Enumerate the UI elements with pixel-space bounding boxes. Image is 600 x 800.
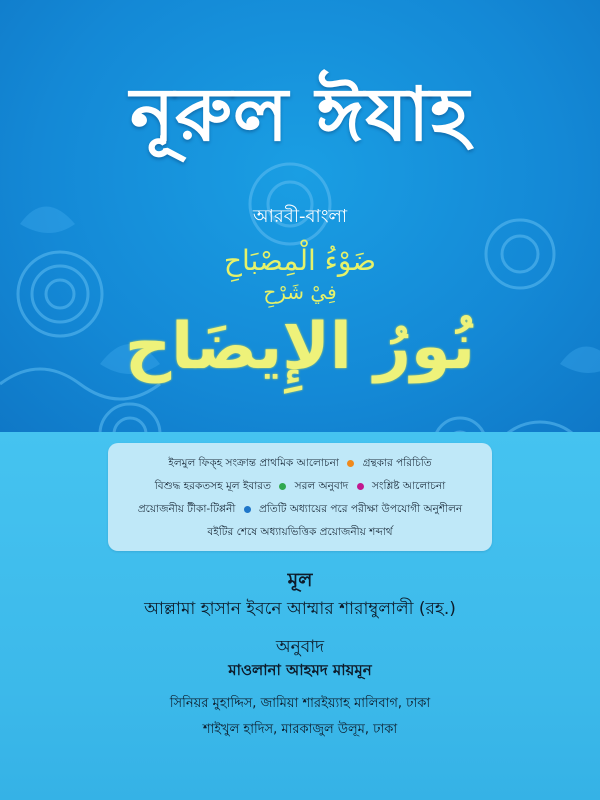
- blue-bullet-icon: [244, 506, 251, 513]
- arabic-book-title: نُورُ الإِيضَاح: [124, 310, 476, 384]
- translator-name: মাওলানা আহমদ মায়মূন: [228, 661, 372, 679]
- author-name: আল্লামা হাসান ইবনে আম্মার শারাম্বুলালী (রহ.): [144, 599, 456, 619]
- feature-item: সরল অনুবাদ: [294, 480, 349, 492]
- arabic-title-line-2: فِيْ شَرْحِ: [263, 280, 337, 304]
- translation-heading: অনুবাদ: [275, 637, 325, 657]
- feature-item: বিশুদ্ধ হরকতসহ মূল ইবারত: [154, 480, 271, 492]
- green-bullet-icon: [279, 483, 286, 490]
- original-heading: মূল: [287, 569, 313, 591]
- translator-position-1: সিনিয়র মুহাদ্দিস, জামিয়া শারইয়্যাহ মালিবাগ, ঢাকা: [169, 696, 431, 711]
- arabic-title-line-1: ضَوْءُ الْمِصْبَاحِ: [223, 244, 377, 277]
- magenta-bullet-icon: [357, 483, 364, 490]
- feature-item: প্রয়োজনীয় টীকা-টিপ্পনী: [137, 503, 236, 515]
- feature-item: বইটির শেষে অধ্যায়ভিত্তিক প্রয়োজনীয় শব্দার্থ: [207, 526, 393, 538]
- feature-item: সংশ্লিষ্ট আলোচনা: [371, 480, 446, 492]
- feature-item: গ্রন্থকার পরিচিতি: [362, 457, 432, 469]
- feature-line-2: [108, 479, 492, 496]
- translator-position-2: শাইখুল হাদিস, মারকাজুল উলূম, ঢাকা: [202, 722, 398, 737]
- feature-line-1: [108, 456, 492, 473]
- language-subtitle: আরবী-বাংলা: [252, 206, 348, 227]
- features-box: [108, 443, 492, 551]
- book-title-bengali: নূরুল ঈযাহ: [129, 72, 471, 158]
- feature-line-4: [108, 525, 492, 542]
- orange-bullet-icon: [347, 460, 354, 467]
- feature-item: ইলমুল ফিক্হ সংক্রান্ত প্রাথমিক আলোচনা: [168, 457, 339, 469]
- feature-line-3: [108, 502, 492, 519]
- feature-item: প্রতিটি অধ্যায়ের পরে পরীক্ষা উপযোগী অনুশীলন: [259, 503, 463, 515]
